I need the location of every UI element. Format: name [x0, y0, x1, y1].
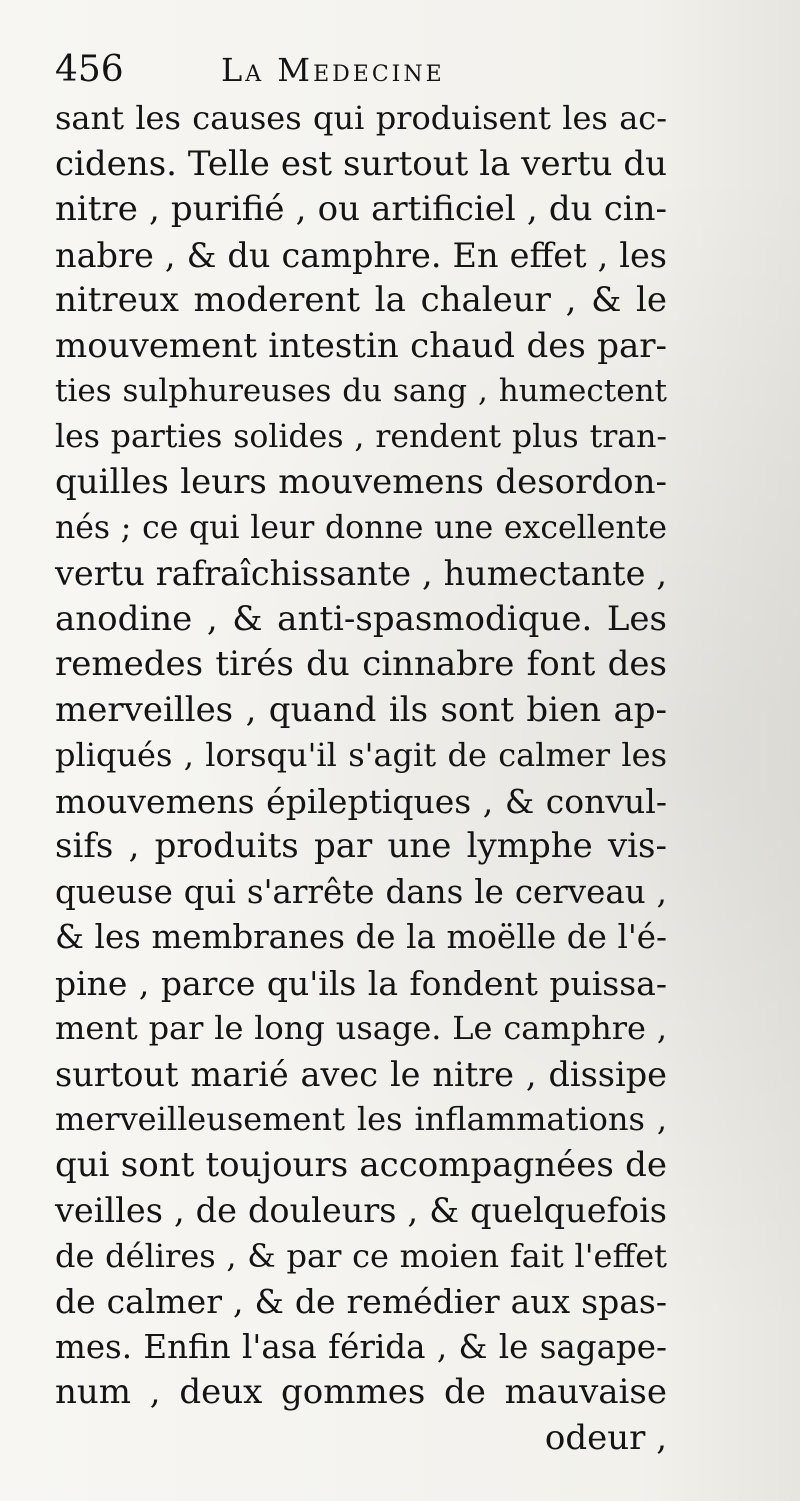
text-line: les parties solides , rendent plus tran-	[55, 418, 667, 455]
running-title: La Medecine	[221, 51, 445, 89]
text-line: & les membranes de la moëlle de l'é-	[55, 918, 667, 956]
text-line: cidens. Telle est surtout la vertu du	[55, 143, 667, 184]
text-line: ties sulphureuses du sang , humectent	[55, 373, 667, 409]
text-line: sant les causes qui produisent les ac-	[55, 99, 667, 137]
text-line: num , deux gommes de mauvaise	[55, 1372, 667, 1412]
text-line: pliqués , lorsqu'il s'agit de calmer les	[55, 736, 667, 774]
text-line: ment par le long usage. Le camphre ,	[55, 1009, 667, 1047]
text-line: qui sont toujours accompagnées de	[55, 1144, 667, 1185]
text-line: nitre , purifié , ou artificiel , du cin-	[55, 189, 667, 229]
text-line: merveilles , quand ils sont bien ap-	[55, 689, 667, 730]
text-line: de calmer , & de remédier aux spas-	[55, 1282, 667, 1321]
text-line: veilles , de douleurs , & quelquefois	[55, 1191, 667, 1230]
text-line: surtout marié avec le nitre , dissipe	[55, 1054, 667, 1094]
text-line: nabre , & du camphre. En effet , les	[55, 235, 667, 275]
text-line: quilles leurs mouvemens desordon-	[55, 462, 667, 502]
text-line: merveilleusement les inflammations ,	[55, 1100, 667, 1138]
text-line: sifs , produits par une lymphe vis-	[55, 826, 667, 866]
text-line: mouvement intestin chaud des par-	[55, 325, 667, 366]
catchword: odeur ,	[544, 1417, 667, 1458]
text-line: queuse qui s'arrête dans le cerveau ,	[55, 872, 667, 911]
body-text	[55, 96, 667, 1461]
text-line: anodine , & anti-spasmodique. Les	[55, 598, 667, 639]
text-line: vertu rafraîchissante , humectante ,	[55, 554, 667, 593]
page-number: 456	[55, 49, 124, 90]
page-header	[55, 44, 675, 96]
text-line: nitreux moderent la chaleur , & le	[55, 280, 667, 320]
text-line: de délires , & par ce moien fait l'effet	[55, 1236, 667, 1275]
text-line: pine , parce qu'ils la fondent puissa-	[55, 963, 667, 1003]
text-line: nés ; ce qui leur donne une excellente	[55, 509, 667, 546]
text-line: remedes tirés du cinnabre font des	[55, 644, 667, 684]
text-line: mes. Enfin l'asa férida , & le sagape-	[55, 1327, 667, 1366]
text-line: mouvemens épileptiques , & convul-	[55, 781, 667, 821]
